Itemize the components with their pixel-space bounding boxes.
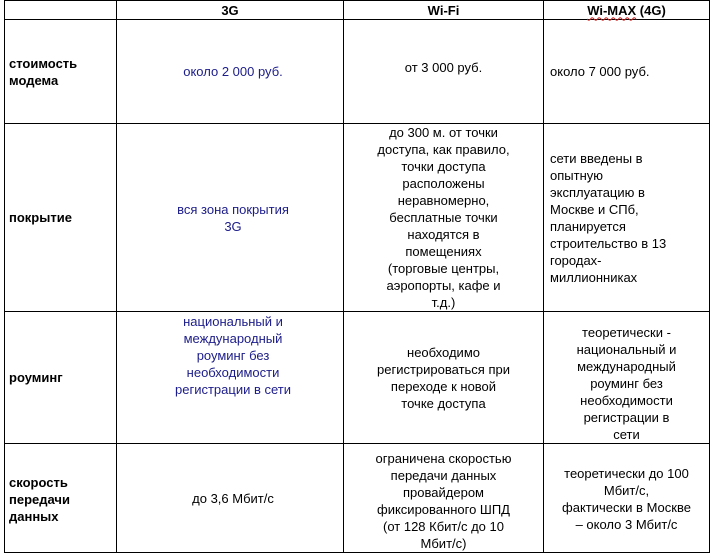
cell-wimax-speed: теоретически до 100 Мбит/с, фактически в Москве – около 3 Мбит/с — [544, 444, 710, 553]
comparison-table — [4, 0, 710, 553]
row-label-roaming: роуминг — [5, 312, 117, 444]
table-row — [5, 124, 710, 312]
cell-wifi-coverage: до 300 м. от точки доступа, как правило, точки доступа расположены неравномерно, бесплатные точки находятся в помещениях (торговые центры, аэропорты, кафе и т.д.) — [344, 124, 544, 312]
cell-wimax-roaming: теоретически - национальный и международный роуминг без необходимости регистрации в сети — [544, 312, 710, 444]
row-label-coverage: покрытие — [5, 124, 117, 312]
header-wimax-name: Wi-MAX — [587, 2, 637, 18]
row-label-speed: скорость передачи данных — [5, 444, 117, 553]
cell-wifi-roaming: необходимо регистрироваться при переходе к новой точке доступа — [344, 312, 544, 444]
cell-3g-speed: до 3,6 Мбит/с — [117, 444, 344, 553]
table-row — [5, 20, 710, 124]
header-wimax — [544, 1, 710, 20]
row-label-modem-cost: стоимость модема — [5, 20, 117, 124]
header-wifi: Wi-Fi — [344, 1, 544, 20]
cell-wimax-modem-cost: около 7 000 руб. — [544, 20, 710, 124]
cell-wifi-modem-cost: от 3 000 руб. — [344, 20, 544, 124]
cell-wifi-speed: ограничена скоростью передачи данных провайдером фиксированного ШПД (от 128 Кбит/с до 10 Мбит/с) — [344, 444, 544, 553]
header-corner — [5, 1, 117, 20]
table-row — [5, 312, 710, 444]
cell-3g-coverage: вся зона покрытия 3G — [117, 124, 344, 312]
cell-3g-modem-cost: около 2 000 руб. — [117, 20, 344, 124]
table-row — [5, 444, 710, 553]
cell-wimax-coverage: сети введены в опытную эксплуатацию в Москве и СПб, планируется строительство в 13 городах- миллионниках — [544, 124, 710, 312]
cell-3g-roaming: национальный и международный роуминг без необходимости регистрации в сети — [117, 312, 344, 444]
header-row — [5, 1, 710, 20]
header-3g: 3G — [117, 1, 344, 20]
header-wimax-suffix: (4G) — [636, 2, 666, 18]
